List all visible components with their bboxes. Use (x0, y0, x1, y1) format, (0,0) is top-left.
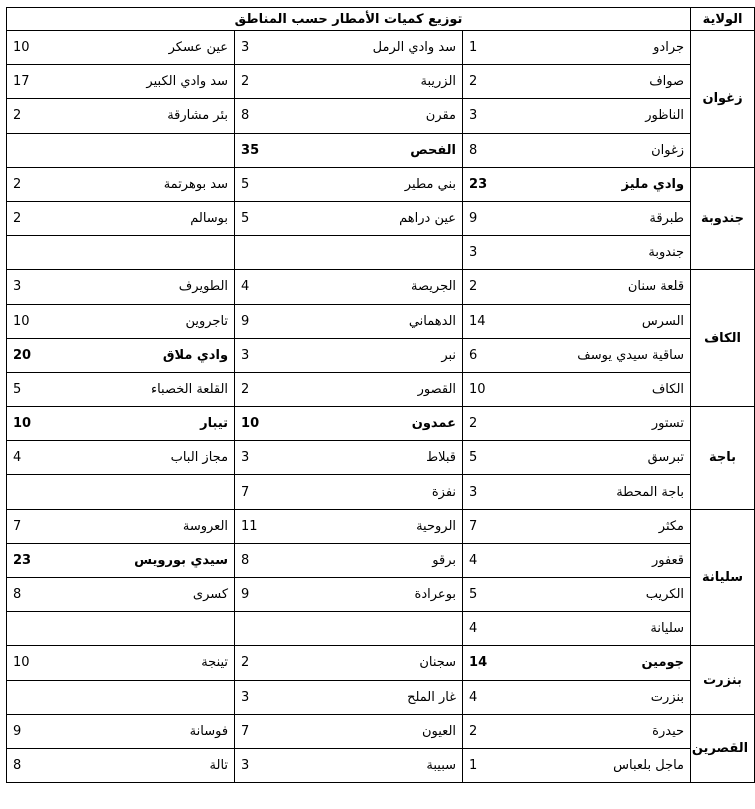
rainfall-value: 35 (235, 133, 313, 167)
rainfall-value: 2 (7, 167, 85, 201)
table-row (7, 441, 755, 475)
rainfall-value: 2 (7, 99, 85, 133)
station-name: تستور (541, 407, 691, 441)
table-row (7, 475, 755, 509)
governorate-cell: سليانة (691, 509, 755, 646)
table-row (7, 407, 755, 441)
station-name: ماجل بلعباس (541, 748, 691, 782)
rainfall-value: 23 (7, 543, 85, 577)
governorate-cell: الكاف (691, 270, 755, 407)
station-name (313, 236, 463, 270)
station-name: جرادو (541, 31, 691, 65)
station-name: وادي مليز (541, 167, 691, 201)
rainfall-value: 5 (463, 578, 541, 612)
station-name: تاجروين (85, 304, 235, 338)
station-name: سد بوهرتمة (85, 167, 235, 201)
station-name: وادي ملاق (85, 338, 235, 372)
rainfall-value: 9 (235, 578, 313, 612)
station-name: الطويرف (85, 270, 235, 304)
rainfall-value: 10 (7, 646, 85, 680)
station-name: سد وادي الكبير (85, 65, 235, 99)
table-row (7, 65, 755, 99)
station-name: قعفور (541, 543, 691, 577)
governorate-cell: بنزرت (691, 646, 755, 714)
rainfall-value: 8 (235, 99, 313, 133)
rainfall-value: 5 (7, 372, 85, 406)
rainfall-value: 8 (7, 578, 85, 612)
station-name: مقرن (313, 99, 463, 133)
rainfall-value: 2 (463, 65, 541, 99)
station-name: حيدرة (541, 714, 691, 748)
rainfall-value (7, 236, 85, 270)
rainfall-value: 9 (463, 201, 541, 235)
station-name: سجنان (313, 646, 463, 680)
rainfall-value (7, 612, 85, 646)
station-name: نفزة (313, 475, 463, 509)
header-row (7, 8, 755, 31)
rainfall-value: 7 (235, 475, 313, 509)
table-row (7, 99, 755, 133)
table-row (7, 304, 755, 338)
station-name: مجاز الباب (85, 441, 235, 475)
rainfall-value: 2 (463, 270, 541, 304)
station-name: الناظور (541, 99, 691, 133)
station-name: الفحص (313, 133, 463, 167)
rainfall-value (235, 612, 313, 646)
rainfall-value: 4 (463, 543, 541, 577)
table-row (7, 509, 755, 543)
station-name: القصور (313, 372, 463, 406)
station-name: بنزرت (541, 680, 691, 714)
station-name: تينجة (85, 646, 235, 680)
rainfall-value: 8 (463, 133, 541, 167)
station-name (85, 680, 235, 714)
station-name: طبرقة (541, 201, 691, 235)
rainfall-value: 4 (7, 441, 85, 475)
table-row (7, 714, 755, 748)
station-name: بوسالم (85, 201, 235, 235)
station-name: زغوان (541, 133, 691, 167)
station-name: صواف (541, 65, 691, 99)
rainfall-value: 3 (463, 236, 541, 270)
rainfall-table (6, 7, 755, 783)
table-row (7, 612, 755, 646)
rainfall-value: 4 (235, 270, 313, 304)
rainfall-value: 3 (463, 99, 541, 133)
rainfall-value: 9 (235, 304, 313, 338)
station-name: القلعة الخصباء (85, 372, 235, 406)
rainfall-value: 7 (463, 509, 541, 543)
table-row (7, 236, 755, 270)
table-row (7, 646, 755, 680)
rainfall-value: 5 (235, 201, 313, 235)
station-name: الروحية (313, 509, 463, 543)
rainfall-value: 17 (7, 65, 85, 99)
rainfall-value: 14 (463, 646, 541, 680)
station-name: عين عسكر (85, 31, 235, 65)
rainfall-value: 3 (235, 680, 313, 714)
governorate-header: الولاية (691, 8, 755, 31)
station-name: سبيبة (313, 748, 463, 782)
station-name: تالة (85, 748, 235, 782)
rainfall-value: 5 (463, 441, 541, 475)
table-row (7, 372, 755, 406)
rainfall-value: 2 (463, 407, 541, 441)
station-name (85, 236, 235, 270)
rainfall-value: 5 (235, 167, 313, 201)
rainfall-value: 3 (7, 270, 85, 304)
governorate-cell: جندوبة (691, 167, 755, 270)
station-name: جومين (541, 646, 691, 680)
rainfall-value: 9 (7, 714, 85, 748)
table-body (7, 31, 755, 783)
station-name (85, 133, 235, 167)
station-name: مكثر (541, 509, 691, 543)
rainfall-value: 3 (235, 31, 313, 65)
rainfall-value: 10 (235, 407, 313, 441)
rainfall-value: 3 (463, 475, 541, 509)
rainfall-value (235, 236, 313, 270)
station-name: برقو (313, 543, 463, 577)
station-name: الزريبة (313, 65, 463, 99)
table-row (7, 680, 755, 714)
rainfall-value: 8 (235, 543, 313, 577)
station-name: بني مطير (313, 167, 463, 201)
table-title: توزيع كميات الأمطار حسب المناطق (7, 8, 691, 31)
station-name: بئر مشارقة (85, 99, 235, 133)
rainfall-value: 3 (235, 441, 313, 475)
station-name: نبر (313, 338, 463, 372)
rainfall-value: 6 (463, 338, 541, 372)
rainfall-value: 10 (7, 304, 85, 338)
station-name (85, 612, 235, 646)
rainfall-value: 3 (235, 748, 313, 782)
station-name: سد وادي الرمل (313, 31, 463, 65)
rainfall-value: 10 (7, 31, 85, 65)
table-row (7, 270, 755, 304)
station-name: العروسة (85, 509, 235, 543)
station-name: الكاف (541, 372, 691, 406)
rainfall-value: 7 (235, 714, 313, 748)
rainfall-value: 2 (463, 714, 541, 748)
station-name: سليانة (541, 612, 691, 646)
table-row (7, 167, 755, 201)
rainfall-value: 2 (235, 65, 313, 99)
table-row (7, 31, 755, 65)
rainfall-value: 7 (7, 509, 85, 543)
rainfall-value (7, 680, 85, 714)
station-name: قبلاط (313, 441, 463, 475)
station-name: عين دراهم (313, 201, 463, 235)
governorate-cell: القصرين (691, 714, 755, 782)
rainfall-value: 14 (463, 304, 541, 338)
rainfall-value: 4 (463, 680, 541, 714)
station-name: بوعرادة (313, 578, 463, 612)
rainfall-value: 3 (235, 338, 313, 372)
rainfall-value (7, 133, 85, 167)
governorate-cell: باجة (691, 407, 755, 510)
table-row (7, 338, 755, 372)
station-name: غار الملح (313, 680, 463, 714)
station-name: تبرسق (541, 441, 691, 475)
rainfall-value: 1 (463, 31, 541, 65)
rainfall-value: 1 (463, 748, 541, 782)
station-name: عمدون (313, 407, 463, 441)
station-name: كسرى (85, 578, 235, 612)
rainfall-value: 2 (7, 201, 85, 235)
station-name: الكريب (541, 578, 691, 612)
station-name: ساقية سيدي يوسف (541, 338, 691, 372)
governorate-cell: زغوان (691, 31, 755, 168)
rainfall-value: 2 (235, 646, 313, 680)
rainfall-value: 23 (463, 167, 541, 201)
station-name: العيون (313, 714, 463, 748)
rainfall-value: 2 (235, 372, 313, 406)
rainfall-value: 10 (7, 407, 85, 441)
station-name: تيبار (85, 407, 235, 441)
station-name (85, 475, 235, 509)
station-name: جندوبة (541, 236, 691, 270)
rainfall-value: 8 (7, 748, 85, 782)
table-row (7, 748, 755, 782)
rainfall-value: 20 (7, 338, 85, 372)
table-row (7, 201, 755, 235)
rainfall-value: 4 (463, 612, 541, 646)
station-name: فوسانة (85, 714, 235, 748)
table-row (7, 543, 755, 577)
rainfall-value: 10 (463, 372, 541, 406)
station-name: السرس (541, 304, 691, 338)
station-name: باجة المحطة (541, 475, 691, 509)
table-row (7, 578, 755, 612)
station-name: الدهماني (313, 304, 463, 338)
rainfall-value (7, 475, 85, 509)
station-name: الجريصة (313, 270, 463, 304)
rainfall-value: 11 (235, 509, 313, 543)
station-name: سيدي بورويس (85, 543, 235, 577)
station-name: قلعة سنان (541, 270, 691, 304)
station-name (313, 612, 463, 646)
table-row (7, 133, 755, 167)
